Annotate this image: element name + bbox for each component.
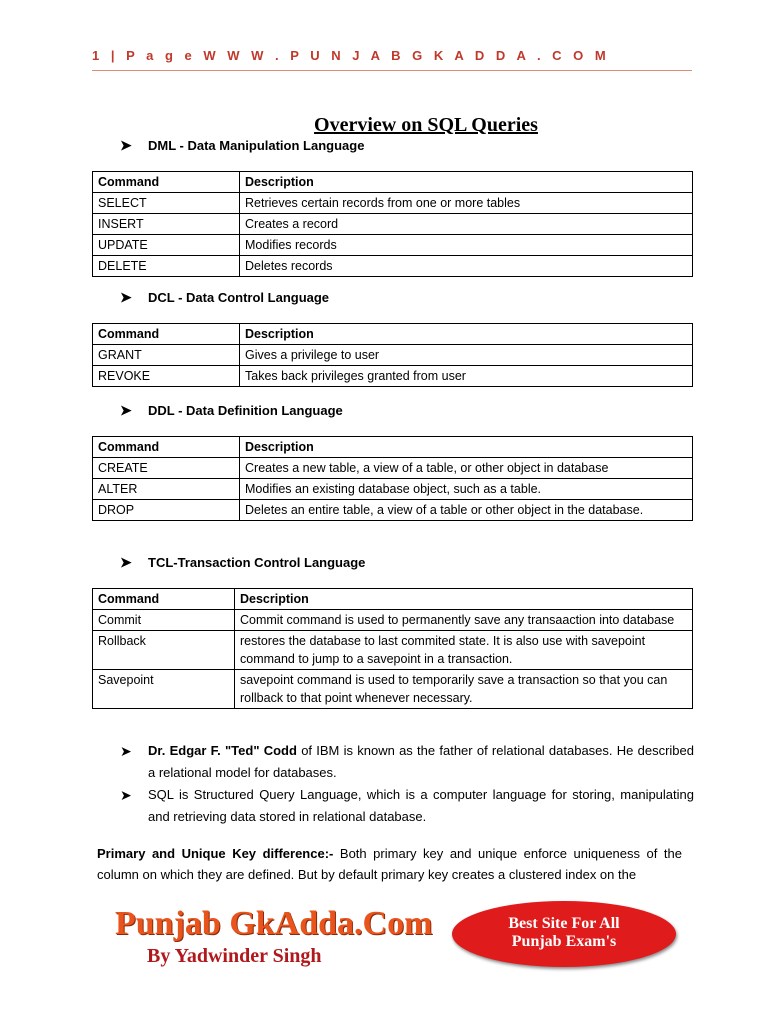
bullet-text xyxy=(148,740,694,784)
table-cell: Takes back privileges granted from user xyxy=(240,366,693,387)
bullet-sql xyxy=(122,784,694,828)
table-cell: savepoint command is used to temporarily save a transaction so that you can rollback to that point whenever necessary. xyxy=(235,670,693,709)
column-header: Description xyxy=(240,172,693,193)
section-heading-dml xyxy=(122,138,364,153)
section-heading-text: DDL - Data Definition Language xyxy=(148,403,343,418)
column-header: Description xyxy=(240,437,693,458)
table-row xyxy=(93,670,693,709)
ddl-table xyxy=(92,436,693,521)
column-header: Command xyxy=(93,437,240,458)
page-title: Overview on SQL Queries xyxy=(314,114,538,136)
table-cell: Commit command is used to permanently save any transaaction into database xyxy=(235,610,693,631)
table-cell: REVOKE xyxy=(93,366,240,387)
table-cell: DROP xyxy=(93,500,240,521)
table-cell: DELETE xyxy=(93,256,240,277)
table-cell: Rollback xyxy=(93,631,235,670)
section-heading-ddl xyxy=(122,403,343,418)
section-heading-text: DML - Data Manipulation Language xyxy=(148,138,365,153)
table-row xyxy=(93,631,693,670)
table-cell: INSERT xyxy=(93,214,240,235)
table-cell: Commit xyxy=(93,610,235,631)
bullet-bold-text: Dr. Edgar F. "Ted" Codd xyxy=(148,743,297,758)
table-header-row xyxy=(93,589,693,610)
tcl-table xyxy=(92,588,693,709)
arrow-bullet-icon: ➤ xyxy=(120,137,132,153)
table-row xyxy=(93,256,693,277)
promo-badge-line1: Best Site For All xyxy=(508,915,620,932)
section-heading-text: DCL - Data Control Language xyxy=(148,290,330,305)
table-cell: ALTER xyxy=(93,479,240,500)
site-logo: Punjab GkAdda.Com xyxy=(115,905,433,942)
table-cell: UPDATE xyxy=(93,235,240,256)
arrow-bullet-icon: ➤ xyxy=(120,402,132,418)
arrow-bullet-icon: ➤ xyxy=(120,787,132,803)
arrow-bullet-icon: ➤ xyxy=(120,743,132,759)
column-header: Command xyxy=(93,324,240,345)
table-cell: CREATE xyxy=(93,458,240,479)
promo-badge xyxy=(452,901,676,967)
table-row xyxy=(93,193,693,214)
bullet-text: SQL is Structured Query Language, which is a computer language for storing, manipulating and retrieving data stored in relational database. xyxy=(148,787,694,824)
table-cell: Creates a new table, a view of a table, or other object in database xyxy=(240,458,693,479)
column-header: Description xyxy=(235,589,693,610)
arrow-bullet-icon: ➤ xyxy=(120,554,132,570)
table-row xyxy=(93,235,693,256)
table-header-row xyxy=(93,437,693,458)
dcl-table xyxy=(92,323,693,387)
table-cell: Gives a privilege to user xyxy=(240,345,693,366)
column-header: Command xyxy=(93,172,240,193)
column-header: Command xyxy=(93,589,235,610)
header-rule xyxy=(92,70,692,71)
arrow-bullet-icon: ➤ xyxy=(120,289,132,305)
table-cell: Modifies records xyxy=(240,235,693,256)
table-row xyxy=(93,479,693,500)
column-header: Description xyxy=(240,324,693,345)
table-cell: Savepoint xyxy=(93,670,235,709)
paragraph-rest-text: Both primary key and unique enforce uniqueness of the column on which they are defined. But by default primary key creates a clustered index on the xyxy=(97,846,682,882)
promo-badge-line2: Punjab Exam's xyxy=(511,933,617,950)
section-heading-dcl xyxy=(122,290,329,305)
bullet-rest-text: of IBM is known as the father of relational databases. He described a relational model for databases. xyxy=(148,743,694,780)
page-header: 1 | P a g e W W W . P U N J A B G K A D D A . C O M xyxy=(92,48,610,63)
table-row xyxy=(93,214,693,235)
table-cell: Creates a record xyxy=(240,214,693,235)
section-heading-tcl xyxy=(122,555,365,570)
table-row xyxy=(93,610,693,631)
table-cell: SELECT xyxy=(93,193,240,214)
dml-table xyxy=(92,171,693,277)
table-cell: Retrieves certain records from one or more tables xyxy=(240,193,693,214)
table-row xyxy=(93,345,693,366)
table-header-row xyxy=(93,172,693,193)
table-cell: GRANT xyxy=(93,345,240,366)
table-cell: Deletes an entire table, a view of a table or other object in the database. xyxy=(240,500,693,521)
bullet-codd xyxy=(122,740,694,784)
table-cell: Deletes records xyxy=(240,256,693,277)
table-row xyxy=(93,458,693,479)
table-row xyxy=(93,500,693,521)
table-cell: Modifies an existing database object, such as a table. xyxy=(240,479,693,500)
table-cell: restores the database to last commited state. It is also use with savepoint command to jump to a savepoint in a transaction. xyxy=(235,631,693,670)
paragraph-bold-text: Primary and Unique Key difference:- xyxy=(97,846,334,861)
key-difference-paragraph xyxy=(97,843,682,885)
footer-banner xyxy=(105,893,680,973)
table-row xyxy=(93,366,693,387)
section-heading-text: TCL-Transaction Control Language xyxy=(148,555,366,570)
table-header-row xyxy=(93,324,693,345)
site-logo-byline: By Yadwinder Singh xyxy=(147,945,322,967)
